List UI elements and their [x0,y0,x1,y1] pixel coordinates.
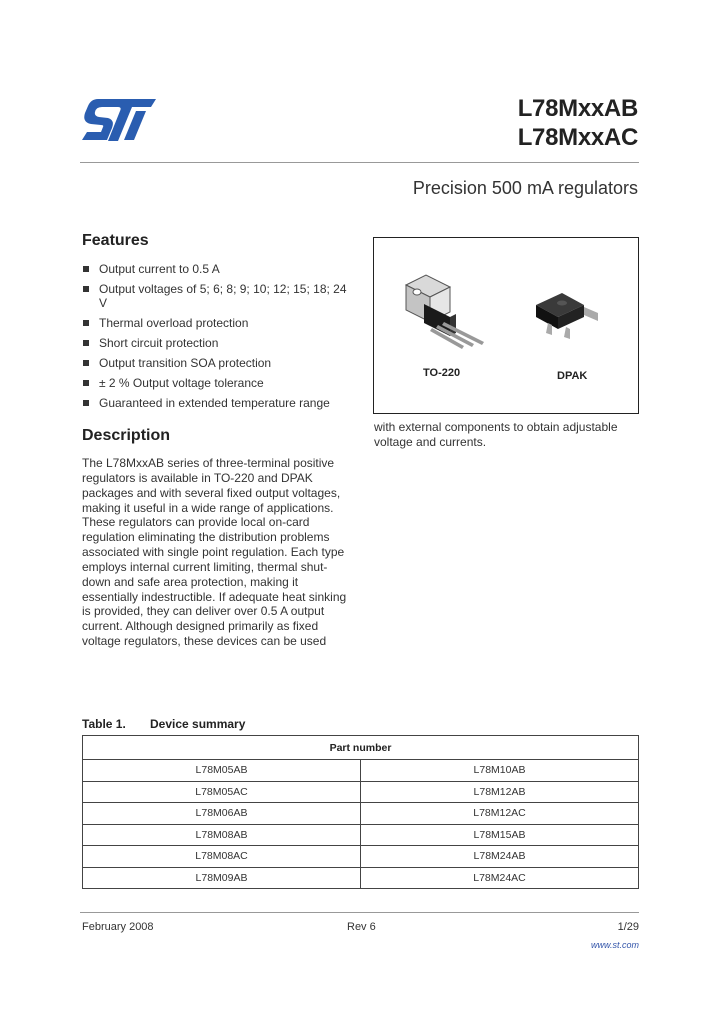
features-list [82,262,352,410]
table-row [83,867,639,889]
dpak-label: DPAK [557,370,588,382]
bullet-icon [83,320,89,326]
table-cell: L78M08AB [83,824,361,846]
device-summary-table [82,735,639,889]
description-heading: Description [82,427,171,444]
table-cell: L78M06AB [83,803,361,825]
table-row [83,824,639,846]
feature-item: ± 2 % Output voltage tolerance [82,376,352,390]
table-caption [82,717,245,731]
table-cell: L78M05AC [83,781,361,803]
table-cell: L78M12AC [361,803,639,825]
bullet-icon [83,360,89,366]
footer-divider [80,912,639,913]
document-subtitle: Precision 500 mA regulators [412,178,638,198]
bullet-icon [83,380,89,386]
bullet-icon [83,400,89,406]
document-title [518,94,638,152]
feature-item: Output transition SOA protection [82,356,352,370]
title-line-1: L78MxxAB [517,95,638,122]
bullet-icon [83,340,89,346]
table-number: Table 1. [82,717,126,731]
to220-package-icon [396,260,496,360]
feature-item: Output voltages of 5; 6; 8; 9; 10; 12; 15; 18; 24 V [82,282,352,310]
features-heading: Features [82,232,149,249]
description-text: The L78MxxAB series of three-terminal positive regulators is available in TO-220 and DPAK packages and with several fixed output voltages, making it useful in a wide range of applications. These regulators can provide local on-card regulation eliminating the distribution problems associated with single point regulation. Each type employs internal current limiting, thermal shut-down and safe area protection, making it essentially indestructible. If adequate heat sinking is provided, they can deliver over 0.5 A output current. Although designed primarily as fixed voltage regulators, these devices can be used [82,456,347,649]
table-cell: L78M08AC [83,846,361,868]
table-cell: L78M24AC [361,867,639,889]
table-cell: L78M09AB [83,867,361,889]
table-row [83,846,639,868]
table-header-row [83,736,639,760]
package-images-figure [373,237,639,414]
footer-page-number: 1/29 [617,921,639,933]
table-cell: L78M24AB [361,846,639,868]
feature-item: Thermal overload protection [82,316,352,330]
table-row [83,803,639,825]
description-continuation: with external components to obtain adjustable voltage and currents. [374,420,618,449]
table-cell: L78M05AB [83,760,361,782]
to220-label: TO-220 [423,367,461,379]
footer-revision: Rev 6 [347,921,376,933]
website-link[interactable]: www.st.com [590,940,639,950]
title-line-2: L78MxxAC [517,124,638,151]
footer-date: February 2008 [82,921,154,933]
table-row [83,781,639,803]
header-divider [80,162,639,163]
table-cell: L78M12AB [361,781,639,803]
bullet-icon [83,266,89,272]
feature-item: Output current to 0.5 A [82,262,352,276]
dpak-package-icon [526,283,606,343]
st-logo-icon [80,96,158,142]
table-row [83,760,639,782]
table-cell: L78M15AB [361,824,639,846]
features-section [82,232,352,416]
table-header-cell: Part number [83,736,639,760]
feature-item: Short circuit protection [82,336,352,350]
feature-item: Guaranteed in extended temperature range [82,396,352,410]
description-section [82,427,352,649]
table-title: Device summary [150,717,246,731]
table-cell: L78M10AB [361,760,639,782]
bullet-icon [83,286,89,292]
